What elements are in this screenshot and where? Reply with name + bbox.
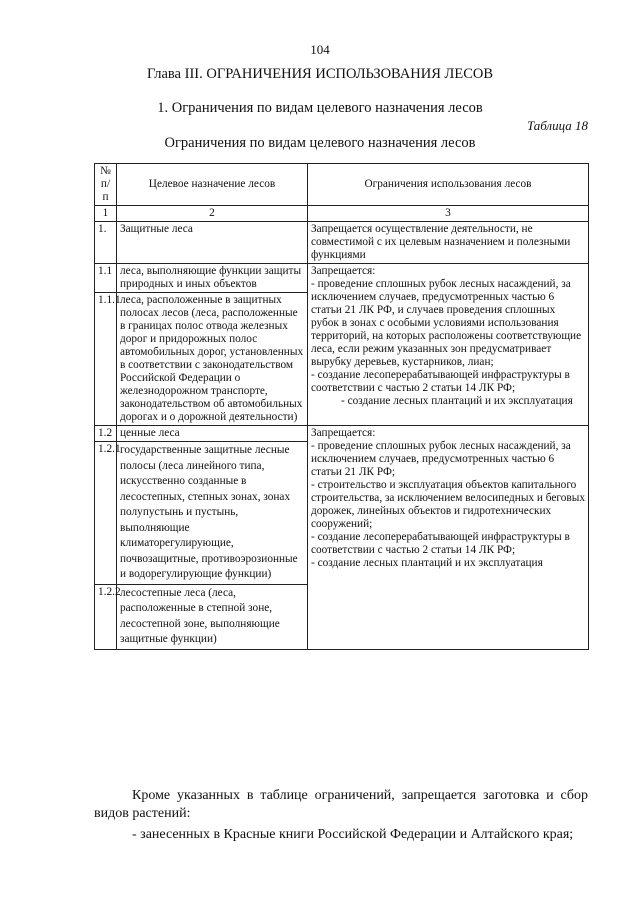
purpose-cell: леса, выполняющие функции защиты природных и иных объектов [117,264,308,293]
table-row [95,264,589,293]
column-number: 3 [308,206,589,222]
restriction-cell [308,264,589,426]
row-number: 1.2.2 [95,584,117,649]
body-paragraph: Кроме указанных в таблице ограничений, запрещается заготовка и сбор видов растений: [94,788,588,821]
restriction-text: - создание лесных плантаций и их эксплуатация [311,557,543,569]
page-number: 104 [310,42,330,57]
row-number: 1.2.1 [95,442,117,585]
chapter-title: Глава III. ОГРАНИЧЕНИЯ ИСПОЛЬЗОВАНИЯ ЛЕСОВ [146,66,494,82]
table-header-row [95,164,589,206]
table-row [95,426,589,442]
header-purpose: Целевое назначение лесов [117,164,308,206]
list-item: - занесенных в Красные книги Российской Федерации и Алтайского края; [132,827,574,842]
restriction-text: Запрещается: [311,265,376,277]
purpose-cell: лесостепные леса (леса, расположенные в степной зоне, лесостепной зоне, выполняющие защитные функции) [117,584,308,649]
restriction-cell [308,222,589,264]
table-label: Таблица 18 [526,118,588,133]
row-number: 1.1 [95,264,117,293]
header-number: № п/п [95,164,117,206]
restriction-cell [308,426,589,650]
column-number: 2 [117,206,308,222]
purpose-cell: государственные защитные лесные полосы (леса линейного типа, искусственно созданные в лесостепных, степных зонах, зонах полупустынь и пустынь, выполняющие климаторегулирующие, почвозащитные, противоэрозионные и водорегулирующие функции) [117,442,308,585]
restriction-text: - создание лесоперерабатывающей инфраструктуры в соответствии с частью 2 статьи 14 ЛК РФ; [311,531,570,556]
table-row [95,222,589,264]
restriction-text: - создание лесных плантаций и их эксплуатация [341,395,573,407]
restrictions-table [94,163,589,650]
restriction-text: - проведение сплошных рубок лесных насаждений, за исключением случаев, предусмотренных частью 6 статьи 21 ЛК РФ; [311,440,571,478]
restriction-text: - строительство и эксплуатация объектов капитального строительства, за исключением велосипедных и беговых дорожек, линейных объектов и гидротехнических сооружений; [311,479,585,530]
column-number: 1 [95,206,117,222]
section-title: 1. Ограничения по видам целевого назначения лесов [157,100,483,116]
row-number: 1. [95,222,117,264]
column-number-row [95,206,589,222]
row-number: 1.2 [95,426,117,442]
restriction-text: - проведение сплошных рубок лесных насаждений, за исключением случаев, предусмотренных частью 6 статьи 21 ЛК РФ, и случаев проведения сплошных рубок в зонах с особыми условиями использования территорий, на которых расположены соответствующие леса, если режим указанных зон предусматривает вырубку деревьев, кустарников, лиан; [311,278,582,368]
restriction-text: Запрещается осуществление деятельности, не совместимой с их целевым назначением и полезными функциями [311,223,571,261]
row-number: 1.1.1 [95,293,117,426]
purpose-cell: ценные леса [117,426,308,442]
purpose-cell: Защитные леса [117,222,308,264]
restriction-text: Запрещается: [311,427,376,439]
table-title: Ограничения по видам целевого назначения лесов [164,135,476,151]
purpose-cell: леса, расположенные в защитных полосах лесов (леса, расположенные в границах полос отвода железных дорог и придорожных полос автомобильных дорог, установленных в соответствии с законодательством Российской Федерации о железнодорожном транспорте, законодательством об автомобильных дорогах и о дорожной деятельности) [117,293,308,426]
header-restrictions: Ограничения использования лесов [308,164,589,206]
restriction-text: - создание лесоперерабатывающей инфраструктуры в соответствии с частью 2 статьи 14 ЛК РФ; [311,369,570,394]
